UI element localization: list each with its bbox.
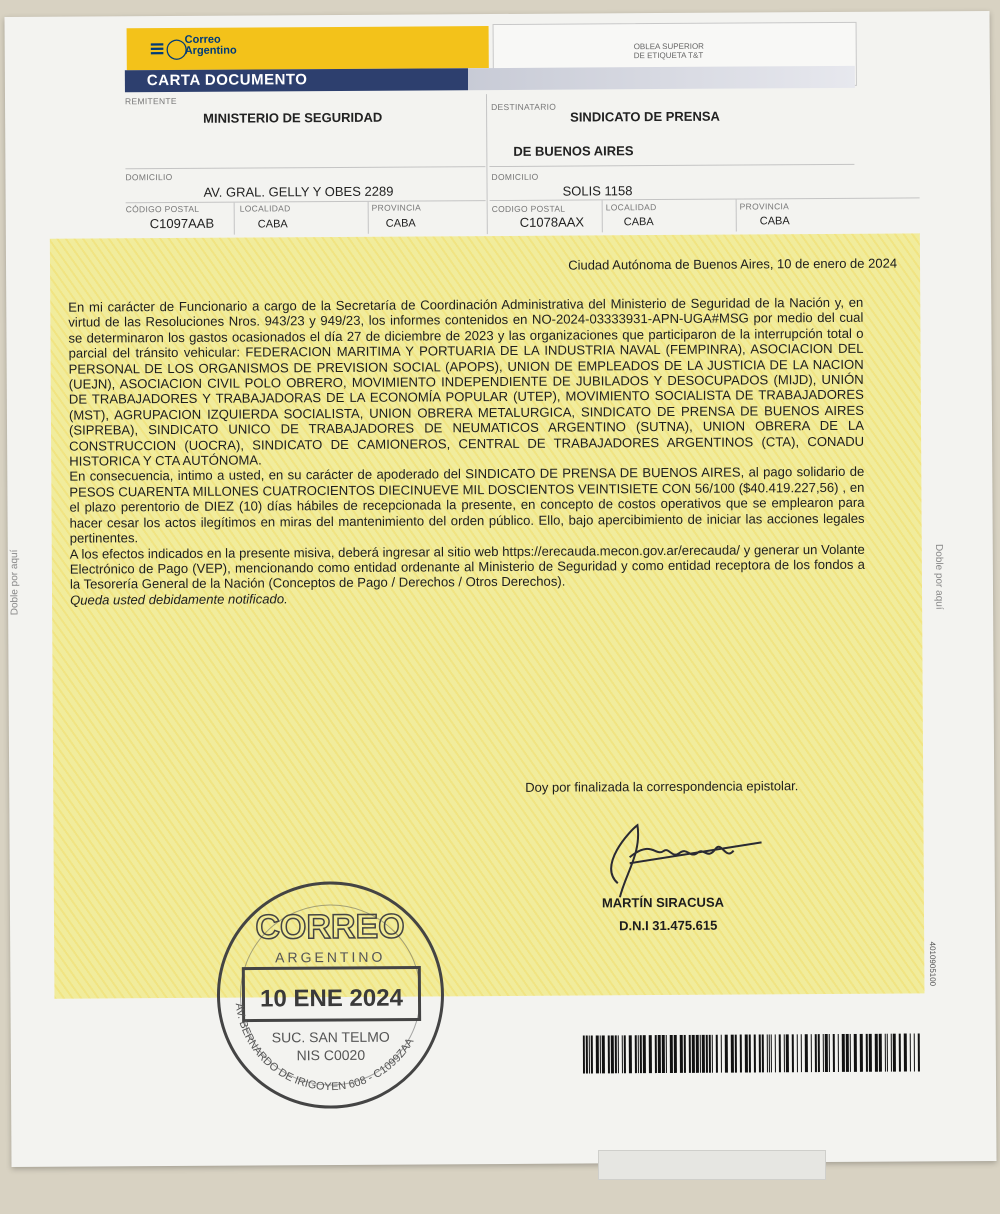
sticker-label-1: OBLEA SUPERIOR <box>633 41 704 52</box>
logo-line-1: Correo <box>184 33 221 46</box>
paragraph-2: En consecuencia, intimo a usted, en su carácter de apoderado del SINDICATO DE PRENSA DE BUENOS AIRES, al pago solidario de PESOS CUARENTA MILLONES CUATROCIENTOS DIECINUEVE MIL DOSCIENTOS VEINTISIETE CON 56/100 ($40.419.227,56) , en el plazo perentorio de DIEZ (10) días hábiles de recepcionada la presente, en concepto de costos operativos que se emplearon para hacer cesar los actos ilegítimos en miras del mantenimiento del orden público. Ello, bajo apercibimiento de iniciar las acciones legales pertinentes. <box>69 464 865 546</box>
divider <box>489 164 854 167</box>
closing-line: Doy por finalizada la correspondencia epistolar. <box>525 778 799 795</box>
fold-marker-right: Doble por aquí <box>933 543 945 610</box>
document-type: CARTA DOCUMENTO <box>146 71 308 90</box>
divider <box>125 166 485 169</box>
sticker-label-2: DE ETIQUETA T&T <box>633 50 704 61</box>
recipient-postal-label: CODIGO POSTAL <box>491 203 566 215</box>
side-code: 4010905100 <box>927 941 938 987</box>
stamp-top-text: CORREO <box>255 907 405 947</box>
divider <box>126 200 486 203</box>
sender-address: AV. GRAL. GELLY Y OBES 2289 <box>203 183 394 200</box>
recipient-postal-code: C1078AAX <box>519 214 585 230</box>
postmark-stamp <box>205 869 457 1121</box>
stamp-nis: NIS C0020 <box>296 1046 366 1064</box>
document-title-bar <box>125 66 855 92</box>
divider <box>234 203 235 235</box>
letter-sheet <box>4 11 996 1167</box>
divider <box>368 202 369 234</box>
recipient-label: DESTINATARIO <box>491 101 557 113</box>
letter-text <box>68 295 865 608</box>
stamp-date: 10 ENE 2024 <box>260 984 403 1013</box>
recipient-locality: CABA <box>623 216 654 229</box>
fold-marker-left: Doble por aquí <box>9 549 21 616</box>
sender-locality-label: LOCALIDAD <box>239 203 291 214</box>
recipient-province-label: PROVINCIA <box>739 201 790 212</box>
paragraph-1: En mi carácter de Funcionario a cargo de la Secretaría de Coordinación Administrativa del Ministerio de Seguridad de la Nación y, en virtud de las Resoluciones Nros. 943/23 y 949/23, los informes contenidos en NO-2024-03333931-APN-UGA#MSG por medio del cual se determinaron los gastos ocasionados el día 27 de diciembre de 2023 y las organizaciones que participaron de la interrupción total o parcial del tránsito vehicular: FEDERACION MARITIMA Y PORTUARIA DE LA INDUSTRIA NAVAL (FEMPINRA), ASOCIACION DEL PERSONAL DE LOS ORGANISMOS DE PREVISION SOCIAL (APOPS), UNION DE EMPLEADOS DE LA JUSTICIA DE LA NACION (UEJN), ASOCIACION CIVIL POLO OBRERO, MOVIMIENTO INDEPENDIENTE DE JUBILADOS Y DESOCUPADOS (MIJD), UNIÓN DE TRABAJADORES Y TRABAJADORAS DE LA ECONOMÍA POPULAR (UTEP), MOVIMIENTO SOCIALISTA DE TRABAJADORES (MST), AGRUPACION IZQUIERDA SOCIALISTA, UNION OBRERA METALURGICA, SINDICATO DE PRENSA DE BUENOS AIRES (SIPREBA), SINDICATO UNICO DE TRABAJADORES DE NEUMATICOS ARGENTINO (SUTNA), UNION OBRERA DE LA CONSTRUCCION (UOCRA), SINDICATO DE CAMIONEROS, CENTRAL DE TRABAJADORES ARGENTINOS (CTA), CONADU HISTORICA Y CTA AUTÓNOMA. <box>68 294 865 469</box>
sender-address-label: DOMICILIO <box>125 171 173 183</box>
notification-line: Queda usted debidamente notificado. <box>70 591 288 608</box>
recipient-address: SOLIS 1158 <box>562 183 633 199</box>
recipient-province: CABA <box>759 215 790 228</box>
letter-date: Ciudad Autónoma de Buenos Aires, 10 de enero de 2024 <box>568 255 898 273</box>
recipient-address-label: DOMICILIO <box>491 171 539 183</box>
sender-province-label: PROVINCIA <box>371 202 422 213</box>
sender-postal-label: CÓDIGO POSTAL <box>125 203 200 215</box>
correo-logo-banner <box>127 26 489 70</box>
paragraph-3: A los efectos indicados en la presente misiva, deberá ingresar al sitio web https://erecauda.mecon.gov.ar/erecauda/ y generar un Volante Electrónico de Pago (VEP), mencionando como entidad ordenante al Ministerio de Seguridad y como entidad receptora de los fondos a la Tesorería General de la Nación (Conceptos de Pago / Derechos / Otros Derechos). <box>69 541 865 592</box>
recipient-name-line-2: DE BUENOS AIRES <box>513 143 634 159</box>
signer-dni: D.N.I 31.475.615 <box>619 917 718 934</box>
barcode <box>583 1033 923 1075</box>
barcode-bars <box>583 1033 920 1073</box>
divider <box>602 200 603 232</box>
sender-label: REMITENTE <box>124 95 177 107</box>
recipient-name-line-1: SINDICATO DE PRENSA <box>570 108 720 125</box>
logo-line-2: Argentino <box>184 44 237 57</box>
stamp-ring-path: AV. BERNARDO DE IRIGOYEN 608 - C1099ZAA <box>232 1002 417 1094</box>
divider <box>736 200 737 232</box>
logo-wordmark <box>185 35 237 57</box>
divider <box>490 197 920 201</box>
divider <box>486 94 488 234</box>
signer-name: MARTÍN SIRACUSA <box>601 894 725 911</box>
recipient-locality-label: LOCALIDAD <box>605 202 657 213</box>
stamp-sub-text: ARGENTINO <box>275 948 386 966</box>
sender-locality: CABA <box>257 218 288 231</box>
sticker-label <box>634 42 724 61</box>
correo-logo-icon: ≡◯ <box>148 35 188 61</box>
sender-postal-code: C1097AAB <box>149 215 215 232</box>
sender-name: MINISTERIO DE SEGURIDAD <box>203 109 383 126</box>
handwritten-signature <box>589 812 770 903</box>
stamp-branch: SUC. SAN TELMO <box>271 1028 390 1046</box>
paper-tab <box>598 1150 826 1180</box>
sender-province: CABA <box>385 217 416 230</box>
